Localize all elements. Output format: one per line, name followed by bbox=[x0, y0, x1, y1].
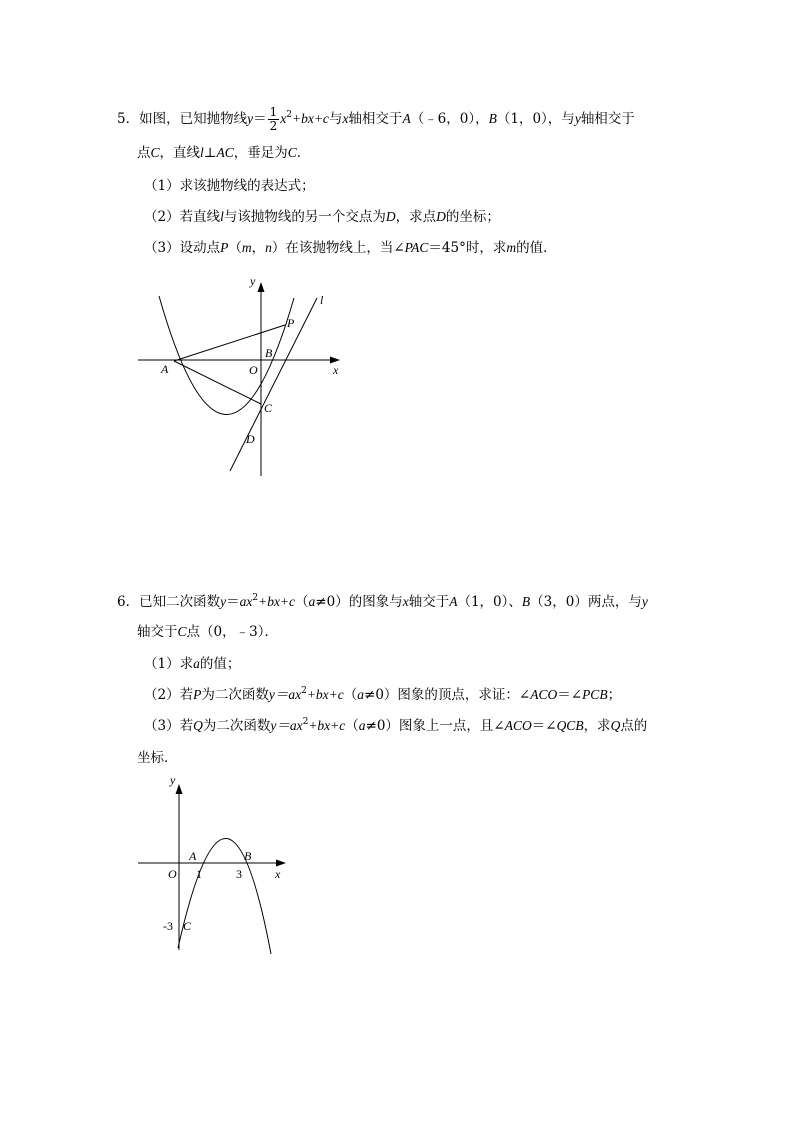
q6-text: ＝∠ bbox=[531, 718, 557, 734]
q5-point-a-coords: （﹣6，0）， bbox=[410, 111, 489, 127]
q6-var-a: a bbox=[193, 656, 200, 671]
q6-eq: y＝ax bbox=[268, 687, 302, 702]
q6-y-arrow bbox=[176, 784, 183, 794]
q6-text: 的值； bbox=[199, 656, 241, 672]
q5-text: 点 bbox=[137, 145, 151, 161]
q6-var-y: y bbox=[220, 594, 227, 609]
q5-point-d: D bbox=[436, 209, 446, 224]
q6-point-b: B bbox=[521, 594, 531, 609]
q6-var-a: a bbox=[357, 687, 365, 702]
q6-exp: 2 bbox=[252, 593, 259, 603]
q6-point-p: P bbox=[193, 687, 202, 702]
q6-y-var: y bbox=[641, 594, 648, 609]
q6-angle-aco: ACO bbox=[504, 718, 532, 733]
q5-x-var: x bbox=[342, 111, 349, 126]
q6-angle-qcb: QCB bbox=[556, 718, 584, 733]
q6-eq-sign: ＝ bbox=[226, 594, 240, 610]
q6-fig-1: 1 bbox=[196, 867, 202, 881]
q6-exp: 2 bbox=[302, 717, 309, 727]
q6-text: （ bbox=[295, 594, 309, 610]
q5-fig-y: y bbox=[250, 274, 256, 288]
q5-fig-b: B bbox=[265, 346, 273, 360]
q6-text: （ bbox=[343, 687, 358, 703]
q6-text: 轴交于 bbox=[137, 624, 178, 640]
q6-eq-ax: ax bbox=[239, 594, 253, 609]
q6-eq-rest: +bx+c bbox=[258, 594, 296, 609]
q5-text: 与 bbox=[328, 111, 343, 127]
q6-fig-y: y bbox=[170, 773, 176, 787]
q6-eq: y＝ax bbox=[270, 718, 303, 733]
q5-exp: 2 bbox=[286, 110, 292, 120]
q5-text: （3）设动点 bbox=[144, 240, 221, 256]
q6-fig-neg3: -3 bbox=[163, 919, 173, 933]
q5-perp: l⊥AC bbox=[200, 145, 234, 160]
q5-frac-num: 1 bbox=[269, 105, 278, 119]
q6-sub3-line2: 坐标． bbox=[137, 750, 178, 766]
q5-sub1: （1）求该抛物线的表达式； bbox=[144, 178, 315, 194]
q6-text: 为二次函数 bbox=[202, 718, 271, 734]
q6-fig-o: O bbox=[168, 867, 177, 881]
q5-fig-p: P bbox=[287, 316, 295, 330]
q5-var-x: x bbox=[280, 111, 287, 126]
q5-number: 5． bbox=[117, 111, 140, 127]
q5-text: ，求点 bbox=[395, 209, 437, 225]
q5-text: ． bbox=[296, 145, 311, 161]
q6-point-q: Q bbox=[610, 718, 621, 733]
q5-fig-o: O bbox=[249, 363, 258, 377]
q6-eq-rest: +bx+c bbox=[308, 718, 346, 733]
q6-text: ＝∠ bbox=[557, 687, 583, 703]
q5-fig-c: C bbox=[264, 401, 273, 415]
q5-var-y: y bbox=[247, 111, 254, 126]
q5-text: 的坐标； bbox=[445, 209, 500, 225]
q6-point-q: Q bbox=[193, 718, 203, 733]
q5-point-c: C bbox=[150, 145, 160, 160]
q5-fig-l: l bbox=[320, 293, 324, 307]
q5-point-c: C bbox=[287, 145, 297, 160]
q5-text: 轴相交于 bbox=[348, 111, 403, 127]
q6-fig-c: C bbox=[183, 919, 192, 933]
q5-text: 轴相交于 bbox=[580, 111, 635, 127]
q6-number: 6． bbox=[117, 594, 140, 610]
q5-var-l: l bbox=[220, 209, 224, 224]
q5-eq-sign: ＝ bbox=[253, 111, 267, 127]
q5-text: 与该抛物线的另一个交点为 bbox=[223, 209, 386, 225]
q6-text: （ bbox=[345, 718, 359, 734]
q6-angle-pcb: PCB bbox=[582, 687, 608, 702]
q5-text: 的值． bbox=[516, 240, 557, 256]
q6-text: ≠0）的图象与 bbox=[315, 594, 403, 610]
q6-text: 轴交于 bbox=[408, 594, 450, 610]
q6-fig-b: B bbox=[244, 849, 252, 863]
q6-x-arrow bbox=[276, 860, 286, 867]
q6-fig-3: 3 bbox=[236, 867, 242, 881]
q6-point-b-coords: （3，0）两点，与 bbox=[530, 594, 642, 610]
q6-text: （3）若 bbox=[144, 718, 194, 734]
q6-text: 已知二次函数 bbox=[139, 594, 221, 610]
q6-text: ≠0）图象上一点，且∠ bbox=[365, 718, 505, 734]
q5-fig-x: x bbox=[333, 363, 339, 377]
q6-text: 点的 bbox=[620, 718, 648, 734]
q5-point-b-coords: （1，0），与 bbox=[496, 111, 575, 127]
q5-frac-den: 2 bbox=[269, 119, 278, 133]
q5-point-a: A bbox=[402, 111, 411, 126]
q5-point-p: P bbox=[220, 240, 229, 255]
q5-var-n: n bbox=[265, 240, 272, 255]
q5-text: 如图，已知抛物线 bbox=[139, 111, 248, 127]
q6-exp: 2 bbox=[301, 686, 307, 696]
q5-point-d: D bbox=[385, 209, 396, 224]
q6-text: ≠0）图象的顶点，求证：∠ bbox=[364, 687, 531, 703]
q6-var-a: a bbox=[358, 718, 366, 733]
q6-var-a: a bbox=[308, 594, 316, 609]
q6-point-a: A bbox=[449, 594, 458, 609]
q5-text: ）在该抛物线上，当∠ bbox=[271, 240, 405, 256]
q6-x-var: x bbox=[402, 594, 409, 609]
q5-var-m: m bbox=[241, 240, 252, 255]
q5-angle-pac: PAC bbox=[404, 240, 429, 255]
q5-eq-rest: +bx+c bbox=[291, 111, 329, 126]
q6-point-c: C bbox=[177, 624, 187, 639]
q6-eq-rest: +bx+c bbox=[306, 687, 344, 702]
q6-fig-a: A bbox=[189, 849, 197, 863]
q5-fig-d: D bbox=[246, 432, 255, 446]
q5-text: （ bbox=[228, 240, 242, 256]
q6-point-a-coords: （1，0）、 bbox=[457, 594, 522, 610]
q5-point-b: B bbox=[488, 111, 497, 126]
q6-text: 点（0，﹣3）． bbox=[186, 624, 278, 640]
q6-text: 为二次函数 bbox=[201, 687, 269, 703]
q5-var-m: m bbox=[506, 240, 517, 255]
q5-y-var: y bbox=[574, 111, 581, 126]
q5-text: ＝45°时，求 bbox=[428, 240, 507, 256]
q5-text: ，直线 bbox=[159, 145, 201, 161]
q6-text: ； bbox=[607, 687, 622, 703]
q6-text: ，求 bbox=[583, 718, 611, 734]
q6-fig-x: x bbox=[275, 867, 281, 881]
q6-angle-aco: ACO bbox=[530, 687, 558, 702]
q5-text: ， bbox=[251, 240, 266, 256]
q6-text: （1）求 bbox=[144, 656, 194, 672]
q5-text: ，垂足为 bbox=[233, 145, 288, 161]
q6-text: （2）若 bbox=[144, 687, 194, 703]
q5-fig-a: A bbox=[161, 362, 169, 376]
q5-text: （2）若直线 bbox=[144, 209, 221, 225]
